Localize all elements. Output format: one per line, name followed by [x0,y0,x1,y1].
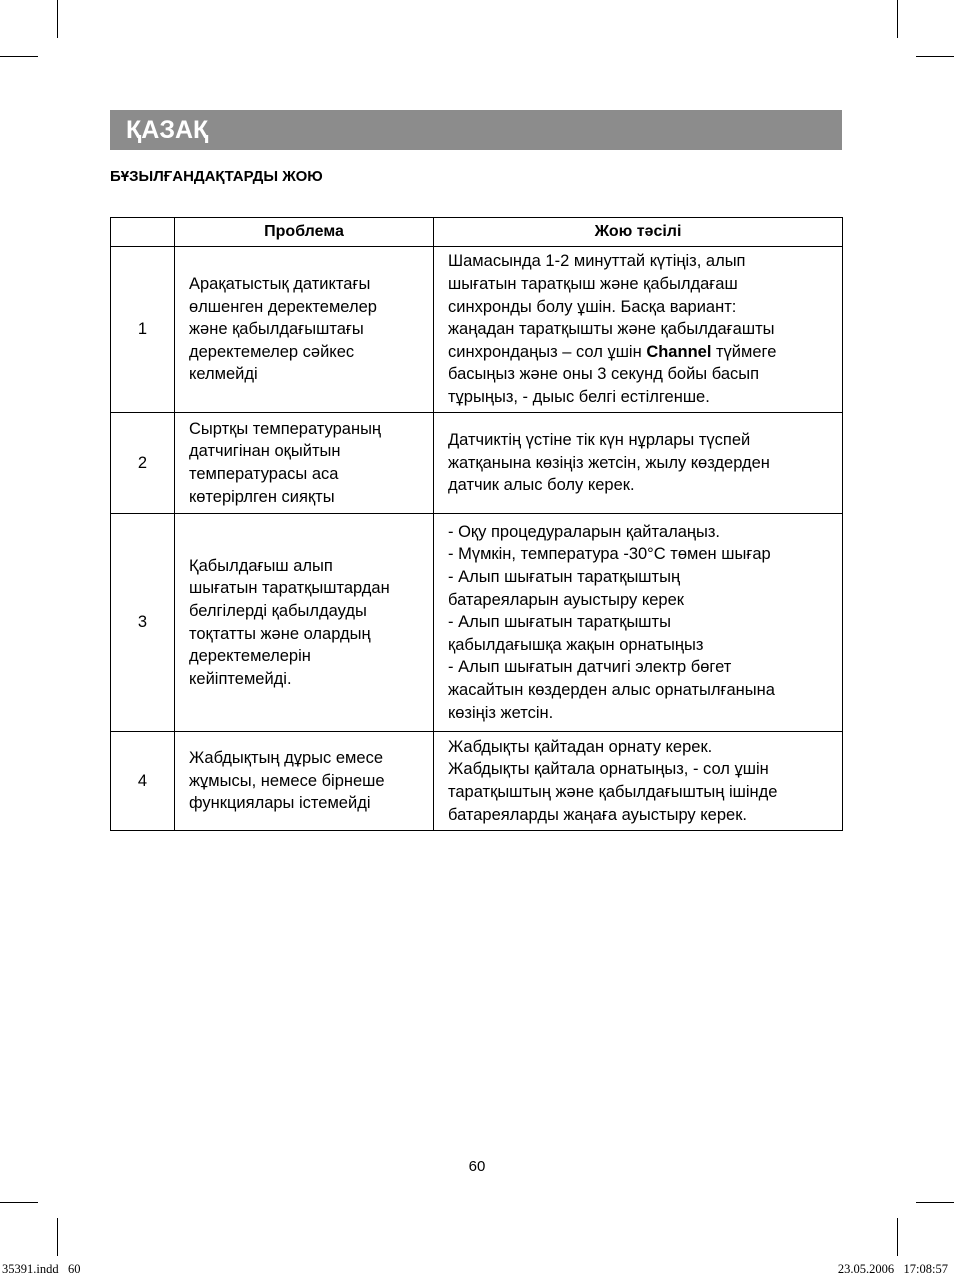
crop-mark [916,1202,954,1203]
troubleshooting-table [110,217,843,831]
crop-mark [57,1218,58,1256]
table-row [111,247,843,413]
problem-line: көтерірлген сияқты [189,487,335,506]
problem-line: келмейді [189,365,258,384]
solution-cell [434,514,843,732]
crop-mark [897,1218,898,1256]
solution-line: шығатын таратқыш және қабылдағаш [448,275,738,294]
solution-line: - Оқу процедураларын қайталаңыз. [448,522,721,541]
solution-line: жатқанына көзіңіз жетсін, жылу көздерден [448,453,770,472]
problem-line: Жабдықтың дұрыс емесе [189,749,383,768]
solution-line: Датчиктің үстіне тік күн нұрлары түспей [448,431,751,450]
solution-cell [434,413,843,514]
problem-line: Қабылдағыш алып [189,556,333,575]
solution-line: Жабдықты қайтадан орнату керек. [448,737,713,756]
channel-button-label: Channel [646,342,712,361]
problem-cell [175,413,434,514]
solution-line: жаңадан таратқышты және қабылдағашты [448,320,775,339]
problem-line: Арақатыстық датиктағы [189,275,371,294]
solution-cell [434,732,843,831]
table-row [111,732,843,831]
problem-line: өлшенген деректемелер [189,297,377,316]
solution-line [448,341,836,364]
column-header-solution: Жою тәсілі [434,218,843,247]
problem-line: белгілерді қабылдауды [189,601,367,620]
table-row [111,413,843,514]
crop-mark [0,1202,38,1203]
table-header-row [111,218,843,247]
problem-line: датчигінан оқыйтын [189,442,341,461]
row-number: 2 [111,413,175,514]
file-slug: 35391.indd 60 [2,1262,81,1276]
problem-line: жұмысы, немесе бірнеше [189,771,385,790]
problem-line: деректемелерін [189,647,311,666]
date-slug: 23.05.2006 17:08:57 [837,1262,948,1276]
problem-line: температурасы аса [189,465,339,483]
solution-text: түймеге [711,342,777,361]
problem-cell [175,247,434,413]
crop-mark [916,56,954,57]
solution-cell [434,247,843,413]
solution-line: - Алып шығатын датчигі электр бөгет [448,658,732,677]
solution-line: қабылдағышқа жақын орнатыңыз [448,635,704,654]
solution-line: Жабдықты қайтала орнатыңыз, - сол ұшін [448,760,769,779]
section-title: БҰЗЫЛҒАНДАҚТАРДЫ ЖОЮ [110,168,323,185]
problem-line: кейіптемейді. [189,669,292,688]
row-number: 3 [111,514,175,732]
solution-line: таратқыштың және қабылдағыштың ішінде [448,783,778,801]
page-number: 60 [468,1158,486,1175]
solution-line: синхронды болу ұшін. Басқа вариант: [448,297,737,316]
problem-line: функциялары істемейді [189,794,371,813]
column-header-number [111,218,175,247]
column-header-problem: Проблема [175,218,434,247]
crop-mark [897,0,898,38]
solution-line: - Алып шығатын таратқышты [448,613,671,632]
crop-mark [57,0,58,38]
problem-line: тоқтатты және олардың [189,624,371,643]
solution-line: батареяларды жаңаға ауыстыру керек. [448,805,748,824]
problem-cell [175,732,434,831]
solution-line: Шамасында 1-2 минуттай күтіңіз, алып [448,252,746,271]
solution-line: көзіңіз жетсін. [448,703,554,722]
solution-line: басыңыз және оны 3 секунд бойы басып [448,365,760,384]
solution-text: синхрондаңыз – сол ұшін [448,342,642,361]
crop-mark [0,56,38,57]
table-row [111,514,843,732]
row-number: 1 [111,247,175,413]
problem-line: Сыртқы температураның [189,419,382,438]
problem-line: шығатын таратқыштардан [189,579,390,598]
language-banner: ҚАЗАҚ [110,110,842,150]
row-number: 4 [111,732,175,831]
problem-line: және қабылдағыштағы [189,320,364,339]
solution-line: тұрыңыз, - дыыс белгі естілгенше. [448,387,710,406]
problem-cell [175,514,434,732]
solution-line: - Алып шығатын таратқыштың [448,568,681,587]
solution-line: датчик алыс болу керек. [448,476,635,495]
solution-line: - Мүмкін, температура -30°С төмен шығар [448,545,771,564]
solution-line: батареяларын ауыстыру керек [448,590,685,609]
problem-line: деректемелер сәйкес [189,342,355,361]
solution-line: жасайтын көздерден алыс орнатылғанына [448,680,775,699]
